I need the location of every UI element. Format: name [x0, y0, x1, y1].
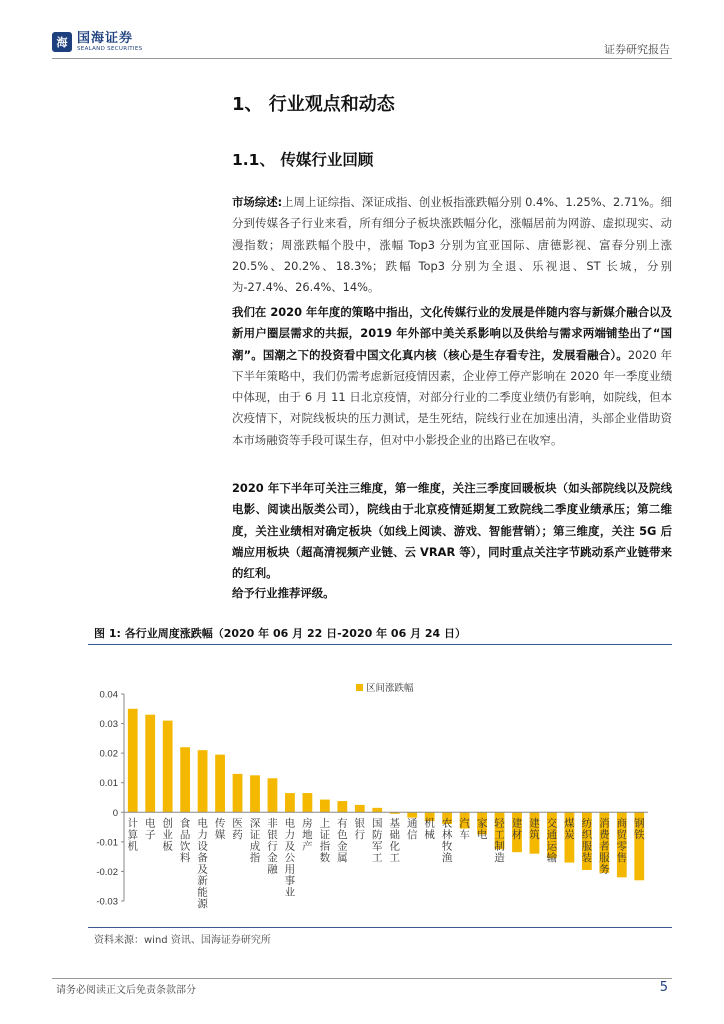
- header-divider: [52, 58, 672, 59]
- figure-caption: 图 1: 各行业周度涨跌幅（2020 年 06 月 22 日-2020 年 06 月 24 日）: [94, 627, 467, 640]
- y-tick-label: 0.02: [99, 748, 118, 760]
- bar: [285, 793, 295, 812]
- x-tick-label: 商贸零售: [616, 817, 628, 864]
- y-tick-label: -0.01: [96, 837, 118, 849]
- market-summary-paragraph: [232, 192, 672, 298]
- x-tick-label: 汽车: [459, 817, 470, 841]
- bar: [337, 801, 347, 812]
- y-tick-label: 0: [112, 807, 118, 819]
- x-tick-label: 银行: [354, 817, 366, 841]
- x-tick-label: 房地产: [302, 817, 313, 853]
- legend-swatch: [356, 684, 363, 691]
- x-tick-label: 轻工制造: [494, 817, 505, 864]
- x-tick-label: 传媒: [214, 817, 226, 841]
- x-tick-label: 钢铁: [634, 817, 645, 841]
- x-tick-label: 消费者服务: [599, 817, 610, 876]
- y-tick-label: 0.04: [99, 689, 118, 701]
- x-tick-label: 国防军工: [372, 817, 383, 864]
- x-tick-label: 煤炭: [564, 817, 575, 841]
- y-tick-label: -0.02: [96, 866, 118, 878]
- y-tick-label: 0.01: [99, 778, 118, 790]
- x-tick-label: 医药: [232, 817, 243, 841]
- x-tick-label: 食品饮料: [179, 817, 191, 864]
- strategy-paragraph: [232, 302, 672, 451]
- y-tick-label: -0.03: [96, 896, 118, 908]
- three-dimensions-paragraph: 2020 年下半年可关注三维度，第一维度，关注三季度回暖板块（如头部院线以及院线电影、阅读出版类公司），院线由于北京疫情延期复工致院线二季度业绩承压；第二维度，关注业绩相对确定板块（如线上阅读、游戏、智能营销）；第三维度，关注 5G 后端应用板块（超高清视频产业链、云 VRAR 等），同时重点关注字节跳动系产业链带来的红利。: [232, 481, 672, 581]
- x-tick-label: 电力设备及新能源: [197, 817, 208, 910]
- bar: [320, 800, 330, 813]
- x-tick-label: 交通运输: [546, 817, 558, 864]
- bar: [180, 747, 190, 812]
- x-tick-label: 创业板: [162, 817, 173, 853]
- footer-disclaimer: 请务必阅读正文后免责条款部分: [56, 985, 196, 996]
- x-tick-label: 电子: [144, 817, 156, 841]
- x-tick-label: 建筑: [529, 817, 540, 841]
- x-tick-label: 电力及公用事业: [284, 817, 296, 899]
- x-tick-label: 机械: [424, 817, 435, 841]
- company-name-cn: 国海证券: [77, 31, 134, 46]
- x-tick-label: 深证成指: [249, 817, 261, 864]
- y-tick-label: 0.03: [99, 719, 118, 731]
- figure-source: 资料来源：wind 资讯、国海证券研究所: [94, 935, 271, 946]
- bar: [355, 805, 365, 812]
- bar: [163, 721, 173, 813]
- bar: [250, 775, 260, 812]
- bar: [233, 774, 243, 812]
- x-tick-label: 通信: [406, 817, 418, 841]
- logo-icon: 海: [52, 32, 72, 52]
- x-tick-label: 纺织服装: [581, 817, 593, 864]
- bar: [145, 715, 155, 813]
- figure-bottom-rule: [88, 927, 672, 928]
- bar-chart: [88, 648, 672, 926]
- bar: [215, 755, 225, 813]
- bar: [372, 808, 382, 812]
- rating-paragraph: 给予行业推荐评级。: [232, 586, 335, 600]
- x-tick-label: 上证指数: [319, 817, 331, 864]
- legend-label: 区间涨跌幅: [366, 683, 414, 694]
- page-number: 5: [659, 980, 668, 995]
- x-tick-label: 计算机: [127, 817, 138, 853]
- x-tick-label: 有色金属: [337, 817, 348, 864]
- market-summary-lead: 市场综述:: [232, 195, 283, 209]
- x-tick-label: 非银行金融: [267, 817, 278, 876]
- bar: [268, 778, 278, 812]
- company-name-en: SEALAND SECURITIES: [77, 46, 143, 52]
- doc-type-label: 证券研究报告: [604, 43, 670, 56]
- x-tick-label: 基础化工: [389, 817, 400, 864]
- market-summary-body: 上周上证综指、深证成指、创业板指涨跌幅分别 0.4%、1.25%、2.71%。细分到传媒各子行业来看，所有细分子板块涨跌幅分化，涨幅居前为网游、虚拟现实、动漫指数；周涨跌幅个股中，涨幅 Top3 分别为宜亚国际、唐德影视、富春分别上涨 20.5%、20.2%、18.3%；跌幅 Top3 分别为全退、乐视退、ST 长城，分别为-27.4%、26.4%、14%。: [232, 195, 672, 295]
- strategy-bold-text: 我们在 2020 年年度的策略中指出，文化传媒行业的发展是伴随内容与新媒介融合以及新用户圈层需求的共振，2019 年外部中美关系影响以及供给与需求两端铺垫出了“国潮”。国潮之下的投资看中国文化真内核（核心是生存看专注，发展看融合）。: [232, 305, 672, 362]
- company-logo: [52, 32, 142, 53]
- strategy-body-text: 2020 年下半年策略中，我们仍需考虑新冠疫情因素，企业停工停产影响在 2020 年一季度业绩中体现，由于 6 月 11 日北京疫情，对部分行业的二季度业绩仍有影响，如院线，但本次疫情下，对院线板块的压力测试，是生死结，院线行业在加速出清，头部企业借助资本市场融资等手段可谋生存，但对中小影投企业的出路已在收窄。: [232, 347, 673, 447]
- bar: [198, 750, 208, 812]
- figure-top-rule: [88, 644, 672, 645]
- x-tick-label: 建材: [511, 817, 523, 841]
- x-tick-label: 家电: [476, 817, 488, 841]
- bar: [128, 709, 138, 813]
- bar: [303, 793, 313, 812]
- x-tick-label: 农林牧渔: [441, 817, 453, 864]
- footer-divider: [52, 978, 672, 979]
- subsection-heading: 1.1、 传媒行业回顾: [232, 151, 374, 169]
- section-heading: 1、 行业观点和动态: [232, 94, 395, 115]
- chart-container: [88, 648, 672, 930]
